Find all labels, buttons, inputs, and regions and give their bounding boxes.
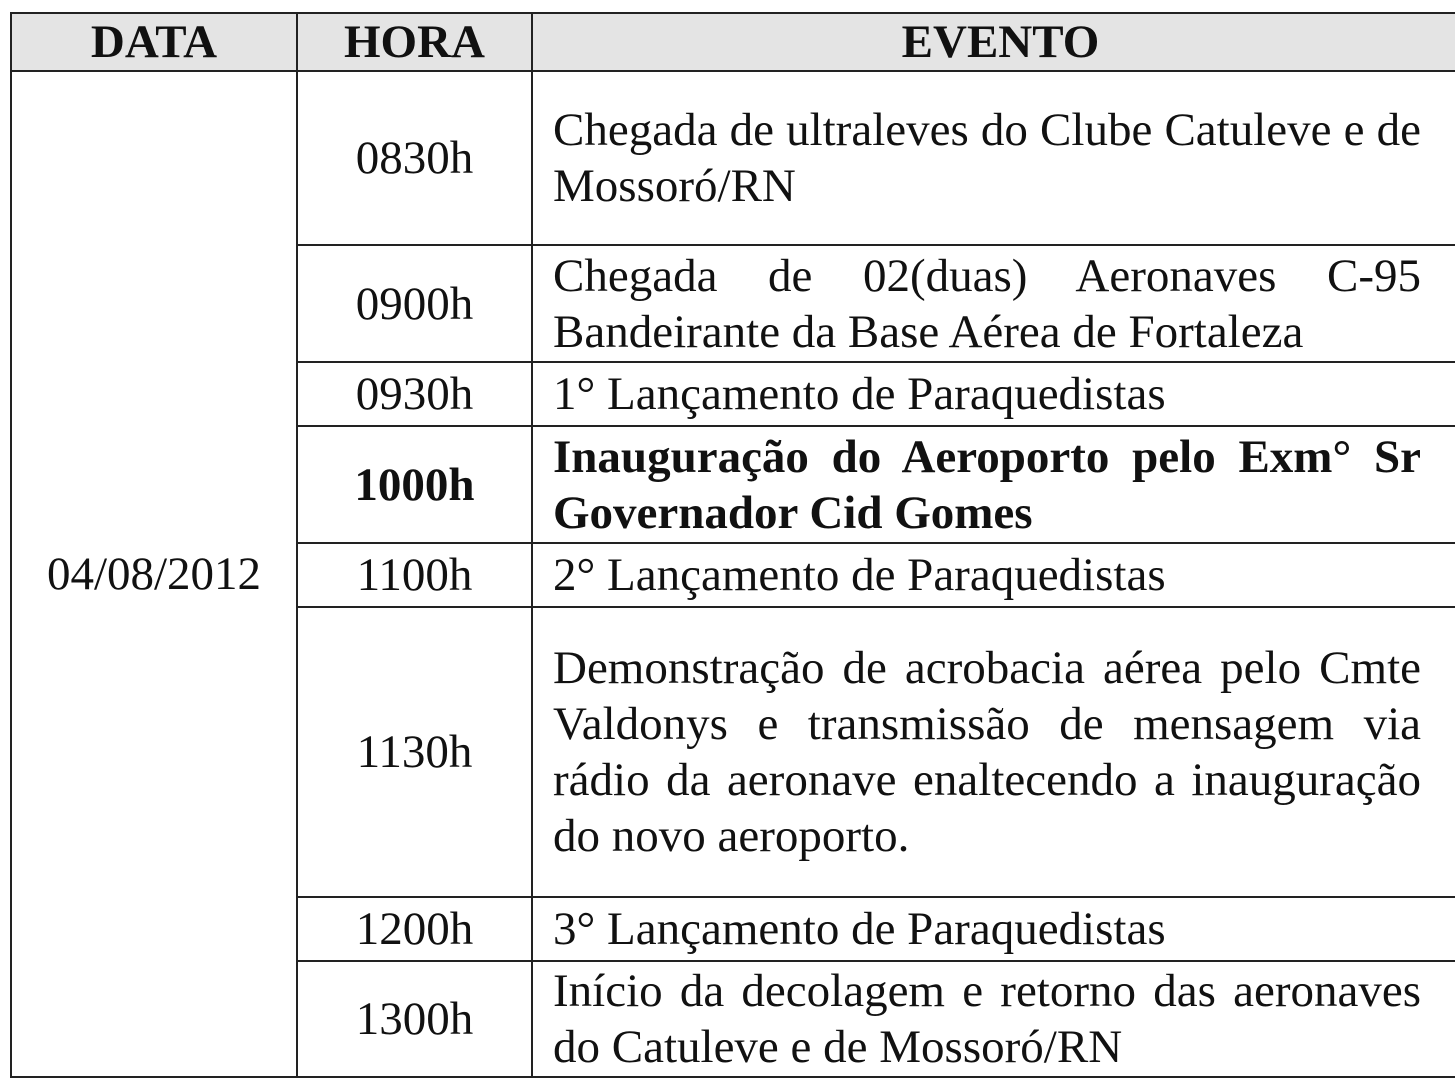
event-text: 2° Lançamento de Paraquedistas	[553, 549, 1166, 601]
event-cell	[532, 426, 1455, 543]
date-cell: 04/08/2012	[11, 71, 297, 1077]
schedule-table	[10, 12, 1455, 1078]
table-row	[11, 71, 1455, 245]
event-text: Demonstração de acrobacia aérea pelo Cmte Valdonys e transmissão de mensagem via rádio da aeronave enaltecendo a inauguração do novo aeroporto.	[553, 642, 1421, 862]
hora-cell: 0930h	[297, 362, 532, 426]
event-cell	[532, 543, 1455, 607]
hora-cell: 1200h	[297, 897, 532, 961]
event-cell	[532, 607, 1455, 897]
event-cell	[532, 71, 1455, 245]
header-evento: EVENTO	[532, 13, 1455, 71]
event-text: 3° Lançamento de Paraquedistas	[553, 903, 1166, 955]
event-text: Chegada de 02(duas) Aeronaves C-95 Bandeirante da Base Aérea de Fortaleza	[553, 249, 1421, 358]
event-cell	[532, 362, 1455, 426]
event-text: Início da decolagem e retorno das aeronaves do Catuleve e de Mossoró/RN	[553, 965, 1421, 1073]
event-cell	[532, 245, 1455, 362]
header-date: DATA	[11, 13, 297, 71]
event-cell	[532, 897, 1455, 961]
event-text: Inauguração do Aeroporto pelo Exm° Sr Governador Cid Gomes	[553, 430, 1421, 539]
hora-cell: 1300h	[297, 961, 532, 1077]
event-cell	[532, 961, 1455, 1077]
hora-cell: 1130h	[297, 607, 532, 897]
event-text: 1° Lançamento de Paraquedistas	[553, 368, 1166, 420]
hora-cell: 0900h	[297, 245, 532, 362]
header-hora: HORA	[297, 13, 532, 71]
hora-cell: 1100h	[297, 543, 532, 607]
event-text: Chegada de ultraleves do Clube Catuleve e de Mossoró/RN	[553, 104, 1421, 212]
header-row	[11, 13, 1455, 71]
hora-cell: 0830h	[297, 71, 532, 245]
hora-cell: 1000h	[297, 426, 532, 543]
